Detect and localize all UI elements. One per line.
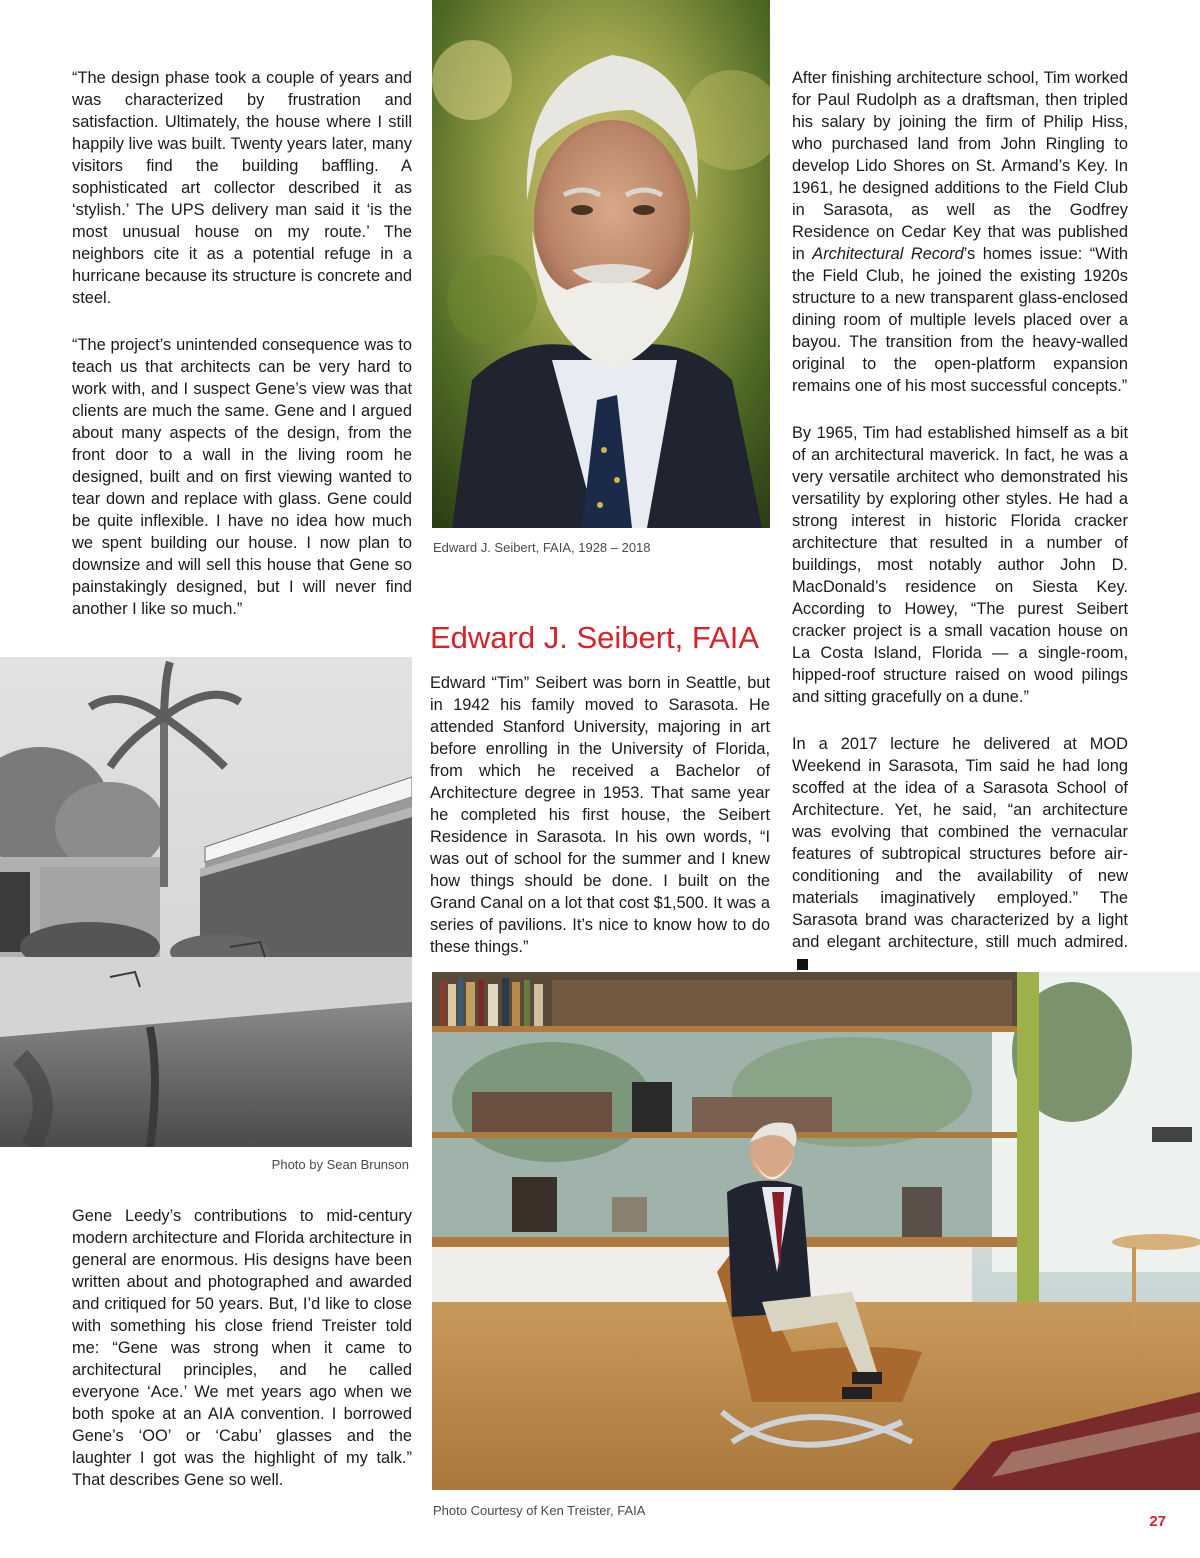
page-number: 27 (1149, 1513, 1166, 1530)
body-paragraph (792, 67, 1128, 397)
body-paragraph: Gene Leedy’s contributions to mid-century modern architecture and Florida architecture in general are enormous. His designs have been written about and photographed and awarded and critiqued for 50 years. But, I’d like to close with something his close friend Treister told me: “Gene was strong when it came to architectural principles, and he called everyone ‘Ace.’ We met years ago when we both spoke at an AIA convention. I borrowed Gene’s ‘OO’ or ‘Cabu’ glasses and the laughter I got was the highlight of my talk.” That describes Gene so well. (72, 1207, 412, 1489)
left-column-bottom (72, 1205, 412, 1491)
body-paragraph: “The design phase took a couple of years and was characterized by frustration and satisfaction. Ultimately, the house where I still happily live was built. Twenty years later, many visitors find the building baffling. A sophisticated art collector described it as ‘stylish.’ The UPS delivery man said it ‘is the most unusual house on my route.’ The neighbors cite it as a potential refuge in a hurricane because its structure is concrete and steel. (72, 69, 412, 307)
text-run: In a 2017 lecture he delivered at MOD Weekend in Sarasota, Tim said he had long scoffed at the idea of a Sarasota School of Architecture. Yet, he said, “an architecture was evolving that combined the vernacular features of subtropical structures before air-conditioning and the availability of new materials imaginatively employed.” The Sarasota brand was characterized by a light and elegant architecture, still much admired. (792, 735, 1128, 951)
pool-photo (0, 657, 412, 1147)
body-paragraph: “The project’s unintended consequence was to teach us that architects can be very hard to work with, and I suspect Gene’s view was that clients are much the same. Gene and I argued about many aspects of the design, from the front door to a wall in the living room he designed, built and on first viewing wanted to tear down and replace with glass. Gene could be quite inflexible. I have no idea how much we spent building our house. I now plan to downsize and will sell this house that Gene so painstakingly designed, but I will never find another I like so much.” (72, 336, 412, 618)
body-paragraph (792, 733, 1128, 975)
portrait-photo (432, 0, 770, 528)
text-run: ’s homes issue: “With the Field Club, he joined the existing 1920s structure to a new transparent glass-enclosed dining room of multiple levels placed over a bayou. The transition from the heavy-walled original to the open-platform expansion remains one of his most successful concepts.” (792, 245, 1128, 395)
portrait-caption: Edward J. Seibert, FAIA, 1928 – 2018 (433, 540, 651, 555)
left-column-top (72, 67, 412, 620)
interior-photo (432, 972, 1200, 1490)
middle-column (430, 672, 770, 958)
section-heading: Edward J. Seibert, FAIA (430, 620, 760, 655)
body-paragraph: Edward “Tim” Seibert was born in Seattle, but in 1942 his family moved to Sarasota. He attended Stanford University, majoring in art before enrolling in the University of Florida, from which he received a Bachelor of Architecture degree in 1953. That same year he completed his first house, the Seibert Residence in Sarasota. In his own words, “I was out of school for the summer and I knew how things should be done. I built on the Grand Canal on a lot that cost $1,500. It was a series of pavilions. It’s nice to know how to do these things.” (430, 674, 770, 956)
interior-photo-caption: Photo Courtesy of Ken Treister, FAIA (433, 1503, 646, 1518)
right-column (792, 67, 1128, 975)
body-paragraph: By 1965, Tim had established himself as a bit of an architectural maverick. In fact, he was a very versatile architect who demonstrated his versatility by exploring other styles. He had a strong interest in historic Florida cracker architecture that resulted in a number of buildings, most notably author John D. MacDonald’s residence on Siesta Key. According to Howey, “The purest Seibert cracker project is a small vacation house on La Costa Island, Florida — a single-room, hipped-roof structure raised on wood pilings and sitting gracefully on a dune.” (792, 424, 1128, 706)
pool-photo-caption: Photo by Sean Brunson (271, 1157, 409, 1172)
text-run: After finishing architecture school, Tim worked for Paul Rudolph as a draftsman, then tripled his salary by joining the firm of Philip Hiss, who purchased land from John Ringling to develop Lido Shores on St. Armand’s Key. In 1961, he designed additions to the Field Club in Sarasota, as well as the Godfrey Residence on Cedar Key that was published in (792, 69, 1128, 263)
end-mark-icon (797, 959, 808, 970)
publication-title: Architectural Record (812, 245, 964, 263)
